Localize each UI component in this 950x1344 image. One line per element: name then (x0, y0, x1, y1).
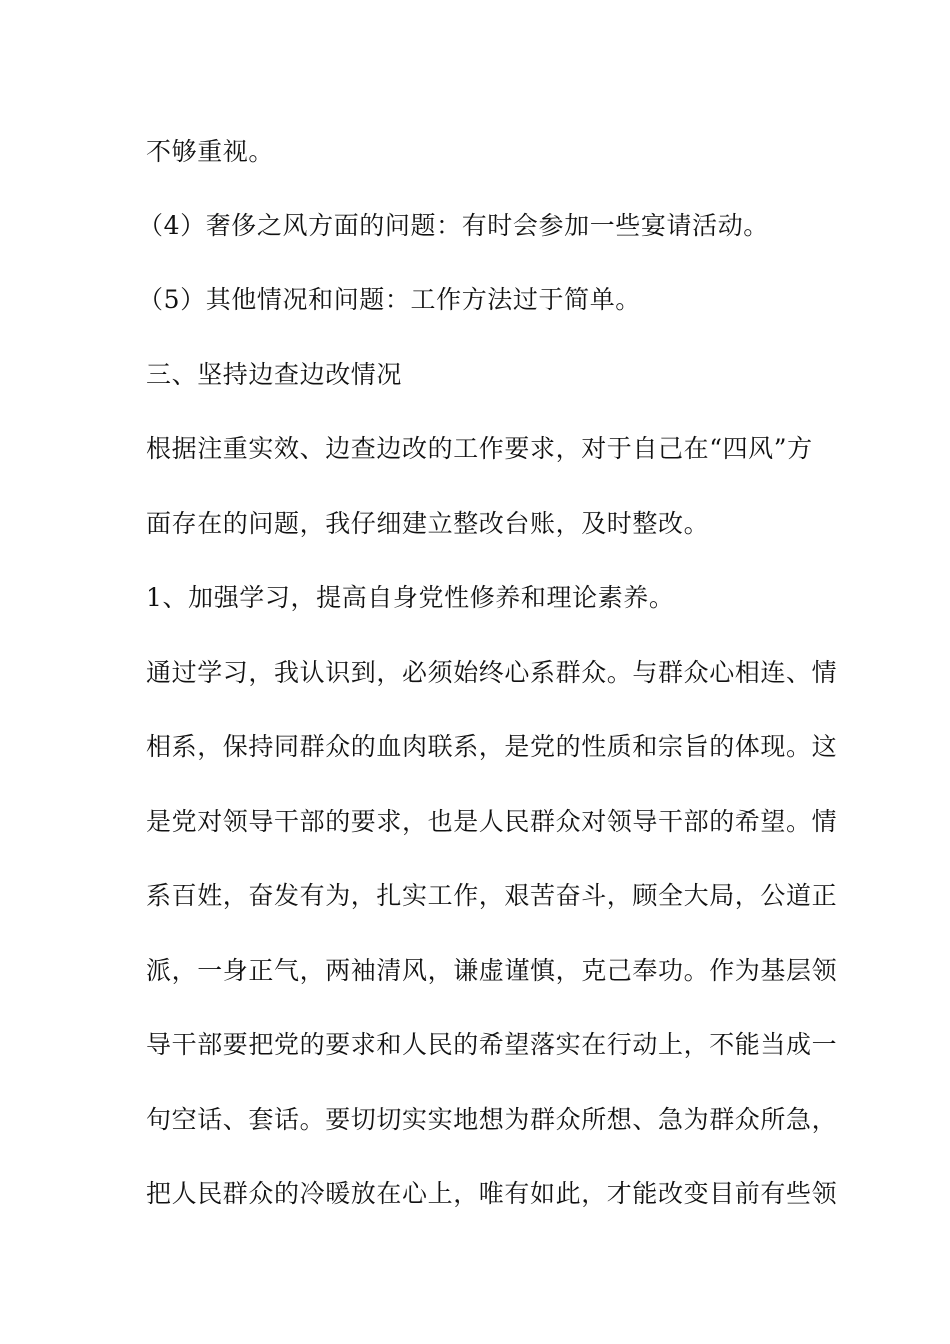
text-line-1: 不够重视。 (146, 137, 275, 166)
text-line-14: 句空话、套话。要切切实实地想为群众所想、急为群众所急， (146, 1105, 838, 1134)
text-line-3: （5）其他情况和问题：工作方法过于简单。 (138, 285, 641, 314)
text-line-11: 系百姓，奋发有为，扎实工作，艰苦奋斗，顾全大局，公道正 (146, 881, 838, 910)
text-line-9: 相系，保持同群众的血肉联系，是党的性质和宗旨的体现。这 (146, 732, 838, 761)
subheading: 1、加强学习，提高自身党性修养和理论素养。 (146, 583, 675, 612)
text-line-5: 根据注重实效、边查边改的工作要求，对于自己在“四风”方 (146, 434, 813, 463)
text-line-12: 派，一身正气，两袖清风，谦虚谨慎，克己奉功。作为基层领 (146, 956, 838, 985)
text-line-8: 通过学习，我认识到，必须始终心系群众。与群众心相连、情 (146, 658, 838, 687)
text-line-6: 面存在的问题，我仔细建立整改台账，及时整改。 (146, 509, 710, 538)
section-heading: 三、坚持边查边改情况 (146, 360, 403, 389)
text-line-15: 把人民群众的冷暖放在心上，唯有如此，才能改变目前有些领 (146, 1179, 838, 1208)
text-line-13: 导干部要把党的要求和人民的希望落实在行动上，不能当成一 (146, 1030, 838, 1059)
text-line-2: （4）奢侈之风方面的问题：有时会参加一些宴请活动。 (138, 211, 769, 240)
text-line-10: 是党对领导干部的要求，也是人民群众对领导干部的希望。情 (146, 807, 838, 836)
